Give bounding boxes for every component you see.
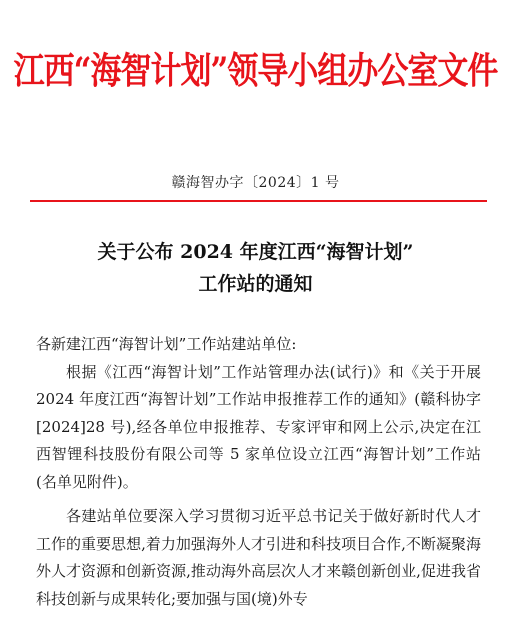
body-paragraph-1: 根据《江西“海智计划”工作站管理办法(试行)》和《关于开展 2024 年度江西“海智计划”工作站申报推荐工作的通知》(赣科协字[2024]28 号),经各单位申报推荐、专家评审和网上公示,决定在江西智锂科技股份有限公司等 5 家单位设立江西“海智计划”工作站(名单见附件)。 — [36, 362, 481, 491]
red-divider-line — [30, 200, 487, 202]
notice-title-line-1: 关于公布 2024 年度江西“海智计划” — [97, 241, 414, 263]
notice-title — [0, 236, 511, 300]
document-body — [36, 331, 481, 613]
notice-title-line-2: 工作站的通知 — [198, 273, 313, 295]
document-header-title: 江西“海智计划”领导小组办公室文件 — [13, 49, 498, 93]
document-number: 赣海智办字〔2024〕1 号 — [171, 175, 340, 191]
body-paragraph-2: 各建站单位要深入学习贯彻习近平总书记关于做好新时代人才工作的重要思想,着力加强海外人才引进和科技项目合作,不断凝聚海外人才资源和创新资源,推动海外高层次人才来赣创新创业,促进我省科技创新与成果转化;要加强与国(境)外专 — [36, 507, 481, 608]
salutation: 各新建江西“海智计划”工作站建站单位: — [36, 335, 297, 353]
